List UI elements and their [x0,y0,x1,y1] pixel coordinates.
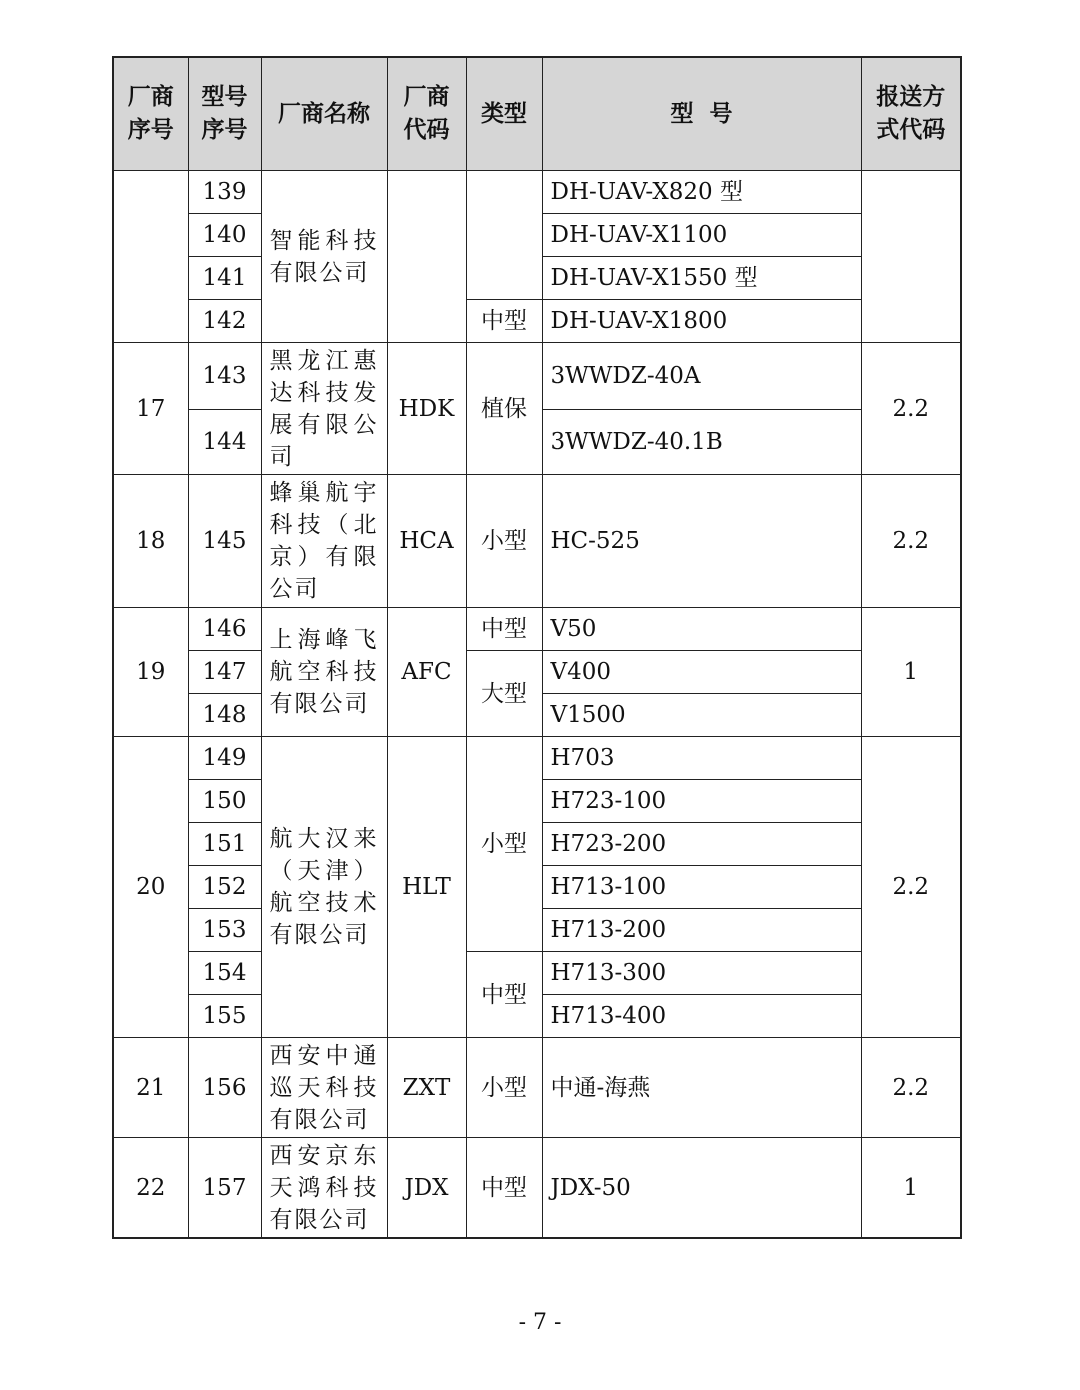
model-cell: V1500 [542,694,861,737]
type-cell: 中型 [466,1138,542,1239]
type-cell: 中型 [466,300,542,343]
mfr-code-cell: HDK [387,343,466,475]
table-row [113,1138,961,1239]
model-no-cell: 150 [188,780,261,823]
report-code-cell: 2.2 [861,1038,961,1138]
mfr-no-cell: 18 [113,475,188,608]
model-cell: H713-100 [542,866,861,909]
table-row [113,475,961,608]
header-mfr-no: 厂商序号 [113,57,188,171]
report-code-cell: 2.2 [861,343,961,475]
model-no-cell: 146 [188,608,261,651]
model-no-cell: 157 [188,1138,261,1239]
model-no-cell: 149 [188,737,261,780]
header-type: 类型 [466,57,542,171]
model-cell: 3WWDZ-40A [542,343,861,410]
model-no-cell: 148 [188,694,261,737]
mfr-name-cell: 黑龙江惠达科技发展有限公司 [261,343,387,475]
mfr-name-cell: 上海峰飞航空科技有限公司 [261,608,387,737]
model-cell: DH-UAV-X1550 型 [542,257,861,300]
table-row [113,737,961,780]
header-report-code: 报送方式代码 [861,57,961,171]
type-cell: 大型 [466,651,542,737]
model-no-cell: 141 [188,257,261,300]
type-cell: 小型 [466,737,542,952]
mfr-no-cell: 20 [113,737,188,1038]
type-cell: 中型 [466,608,542,651]
mfr-name-cell: 航大汉来（天津）航空技术有限公司 [261,737,387,1038]
model-no-cell: 143 [188,343,261,410]
table-row [113,171,961,214]
mfr-no-cell: 22 [113,1138,188,1239]
report-code-cell: 2.2 [861,737,961,1038]
model-cell: H713-400 [542,995,861,1038]
model-no-cell: 140 [188,214,261,257]
mfr-code-cell: HCA [387,475,466,608]
mfr-name-cell: 蜂巢航宇科技（北京）有限公司 [261,475,387,608]
model-no-cell: 154 [188,952,261,995]
model-cell: JDX-50 [542,1138,861,1239]
model-cell: DH-UAV-X820 型 [542,171,861,214]
mfr-code-cell: ZXT [387,1038,466,1138]
header-mfr-name: 厂商名称 [261,57,387,171]
mfr-name-cell: 西安京东天鸿科技有限公司 [261,1138,387,1239]
model-cell: H713-200 [542,909,861,952]
model-cell: H713-300 [542,952,861,995]
mfr-name-cell: 西安中通巡天科技有限公司 [261,1038,387,1138]
mfr-code-cell: HLT [387,737,466,1038]
table-row [113,651,961,694]
model-cell: DH-UAV-X1800 [542,300,861,343]
model-no-cell: 147 [188,651,261,694]
mfr-no-cell: 21 [113,1038,188,1138]
page-number: - 7 - [518,1310,562,1335]
header-mfr-code: 厂商代码 [387,57,466,171]
model-cell: H723-200 [542,823,861,866]
header-model: 型 号 [542,57,861,171]
model-cell: H703 [542,737,861,780]
type-cell: 小型 [466,1038,542,1138]
model-cell: DH-UAV-X1100 [542,214,861,257]
report-code-cell [861,171,961,343]
header-row [113,57,961,171]
model-no-cell: 142 [188,300,261,343]
type-cell: 中型 [466,952,542,1038]
type-cell: 小型 [466,475,542,608]
table-row [113,952,961,995]
report-code-cell: 2.2 [861,475,961,608]
model-cell: H723-100 [542,780,861,823]
model-no-cell: 153 [188,909,261,952]
model-cell: V50 [542,608,861,651]
mfr-no-cell: 17 [113,343,188,475]
report-code-cell: 1 [861,1138,961,1239]
table-row [113,608,961,651]
mfr-name-cell: 智能科技有限公司 [261,171,387,343]
table-row [113,343,961,410]
type-cell [466,171,542,300]
model-cell: 3WWDZ-40.1B [542,410,861,475]
table-row [113,1038,961,1138]
mfr-code-cell: AFC [387,608,466,737]
type-cell: 植保 [466,343,542,475]
mfr-code-cell: JDX [387,1138,466,1239]
mfr-code-cell [387,171,466,343]
mfr-no-cell: 19 [113,608,188,737]
mfr-no-cell [113,171,188,343]
model-no-cell: 155 [188,995,261,1038]
table-row [113,300,961,343]
model-cell: 中通-海燕 [542,1038,861,1138]
model-no-cell: 139 [188,171,261,214]
model-no-cell: 145 [188,475,261,608]
model-no-cell: 156 [188,1038,261,1138]
model-no-cell: 144 [188,410,261,475]
report-code-cell: 1 [861,608,961,737]
model-no-cell: 152 [188,866,261,909]
model-cell: HC-525 [542,475,861,608]
model-no-cell: 151 [188,823,261,866]
header-model-no: 型号序号 [188,57,261,171]
drone-registry-table [112,56,962,1239]
model-cell: V400 [542,651,861,694]
